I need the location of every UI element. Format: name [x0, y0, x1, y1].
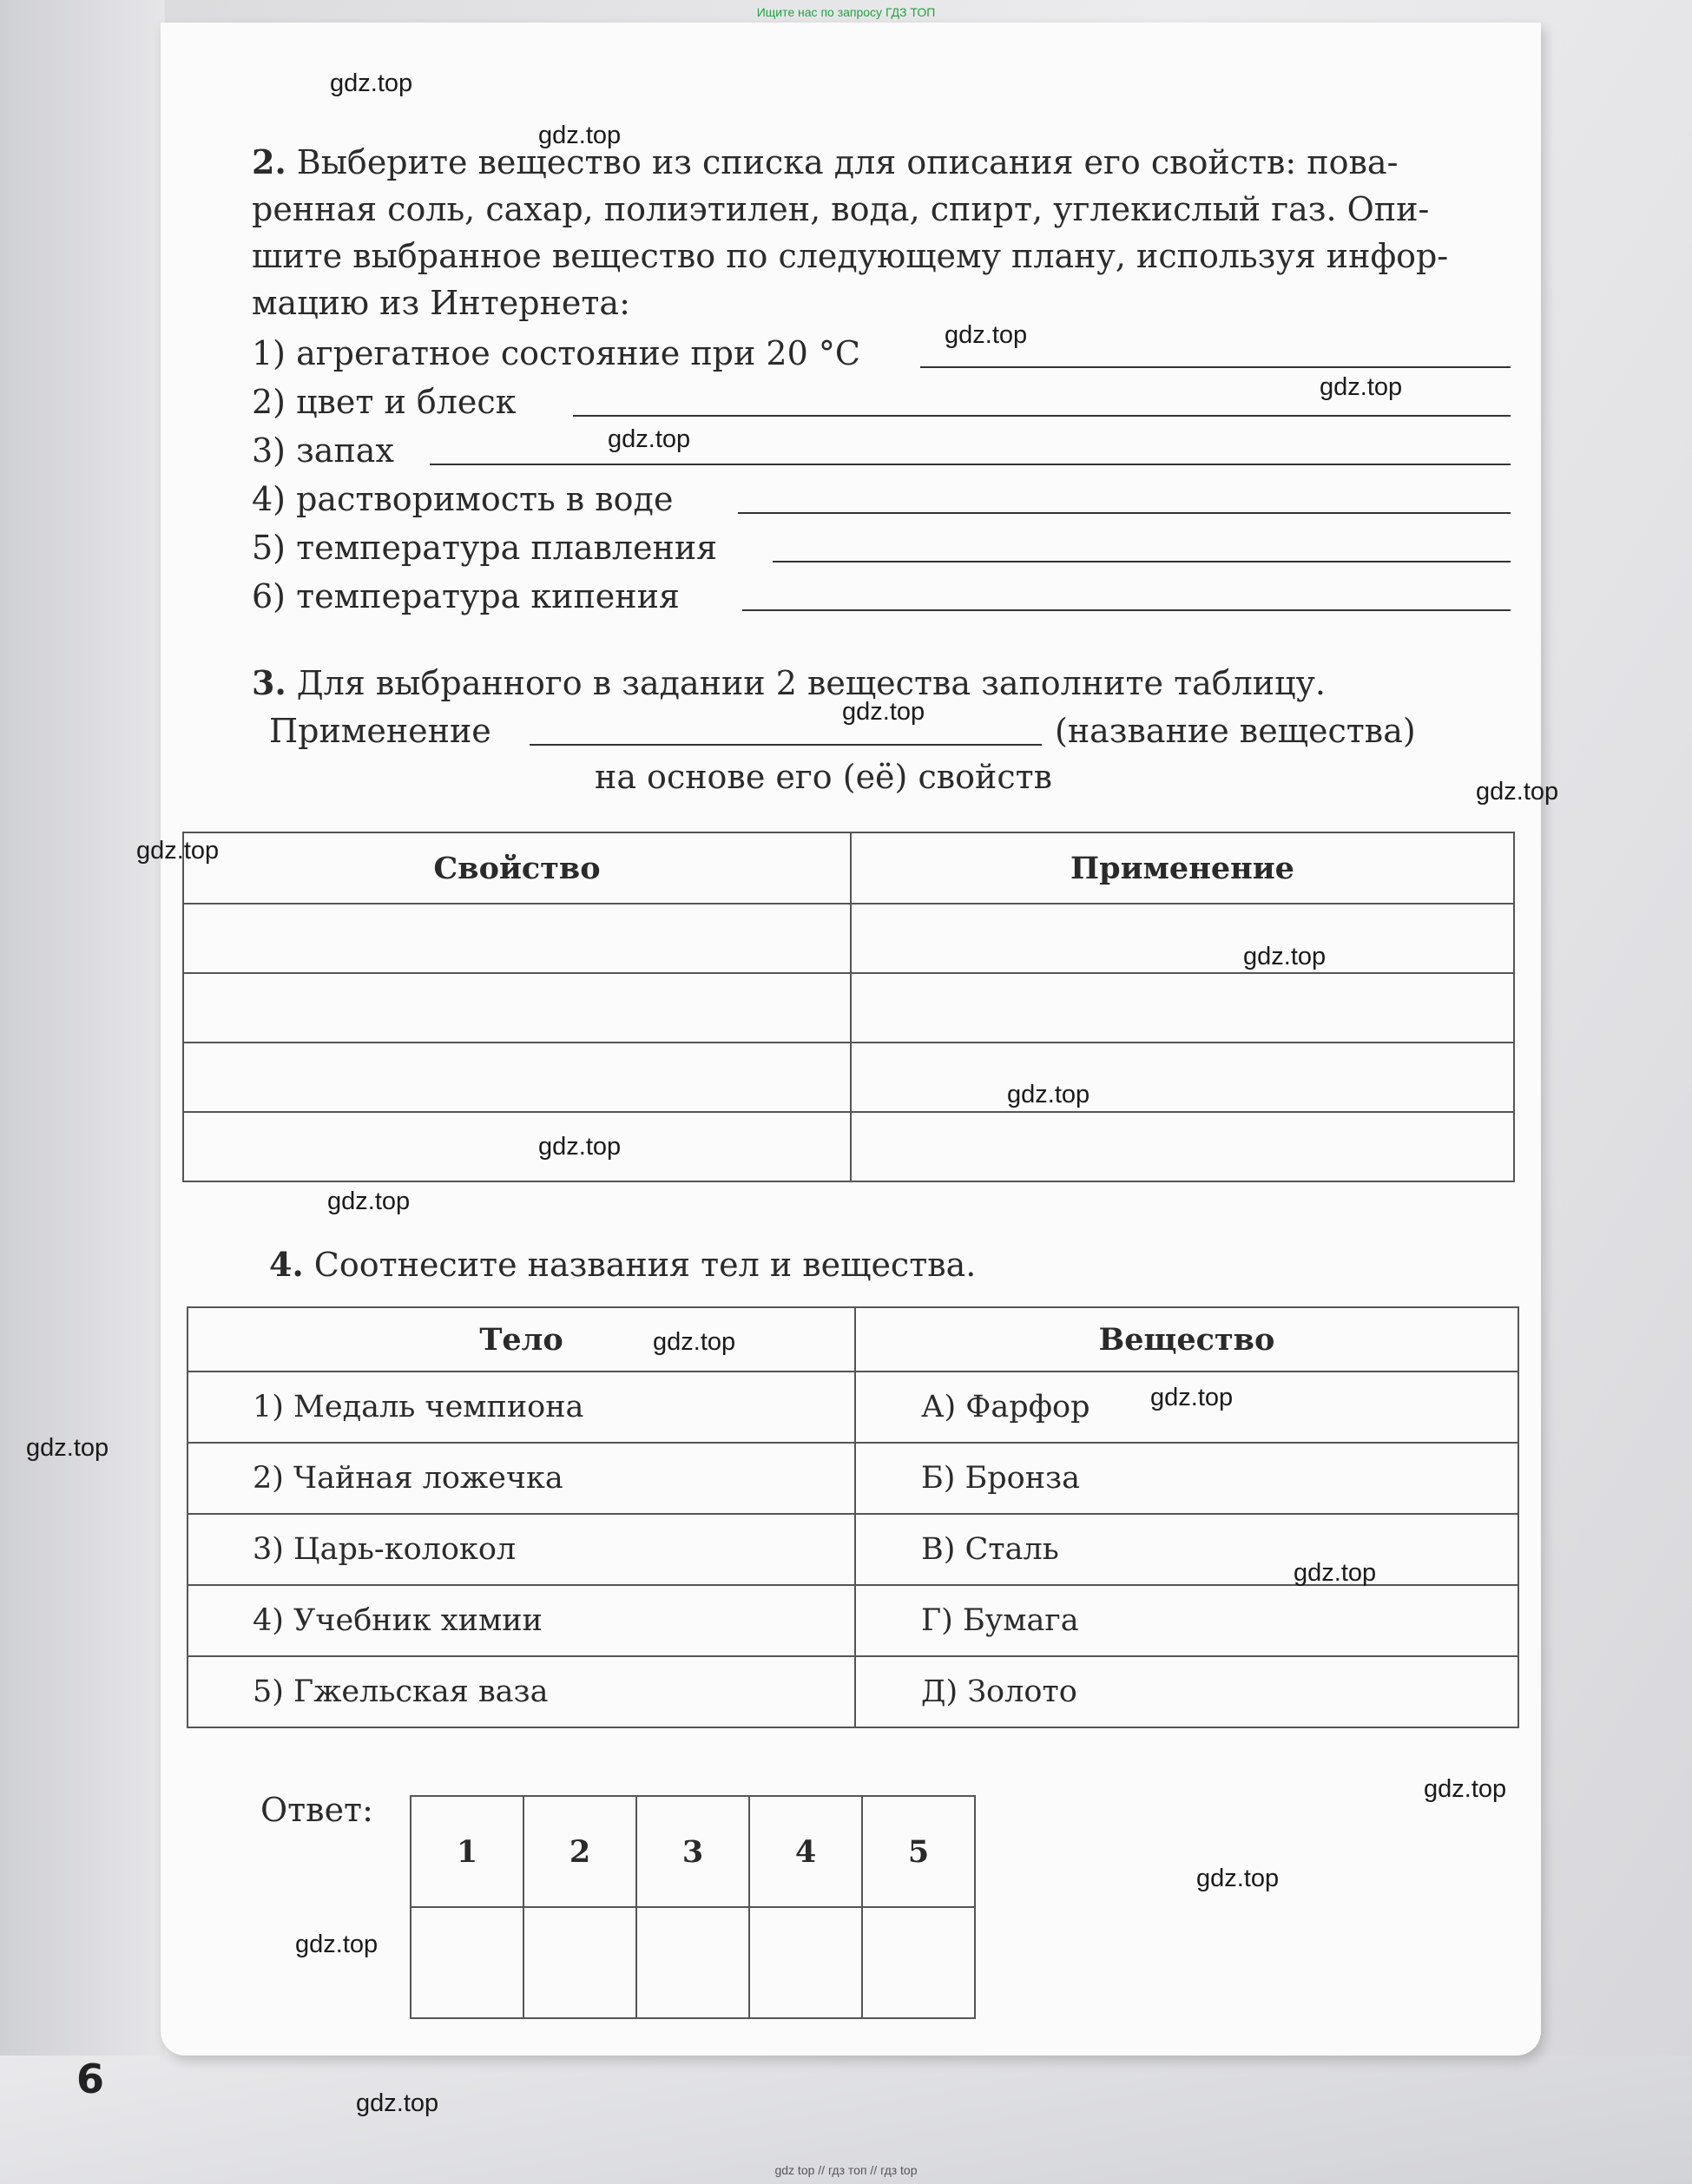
- task-2-line-2: ренная соль, сахар, полиэтилен, вода, спирт, углекислый газ. Опи-: [252, 190, 1430, 228]
- body-cell: 2) Чайная ложечка: [188, 1443, 855, 1514]
- table-cell[interactable]: [183, 1043, 851, 1112]
- table-row: [183, 973, 1514, 1043]
- table-row: [188, 1443, 1518, 1514]
- task-2: [252, 139, 1519, 326]
- task-4-text: Соотнесите названия тел и вещества.: [313, 1246, 977, 1284]
- answer-header: 2: [523, 1796, 636, 1907]
- table-header-body: Тело: [188, 1307, 855, 1372]
- task-2-item-3-label: 3) запах: [252, 431, 394, 470]
- watermark: gdz.top: [538, 1133, 622, 1161]
- watermark: gdz.top: [327, 1187, 411, 1215]
- body-cell: 5) Гжельская ваза: [188, 1656, 855, 1727]
- task-2-item-2-label: 2) цвет и блеск: [252, 383, 517, 421]
- table-row: [183, 1043, 1514, 1112]
- task-2-line-3: шите выбранное вещество по следующему плану, используя инфор-: [252, 237, 1449, 275]
- watermark: gdz.top: [538, 122, 622, 149]
- task-2-item-3: [252, 427, 1511, 474]
- task-2-item-1: [252, 330, 1511, 377]
- body-cell: 1) Медаль чемпиона: [188, 1372, 855, 1443]
- watermark: gdz.top: [842, 698, 925, 726]
- answer-line[interactable]: [573, 415, 1511, 417]
- task-2-line-4: мацию из Интернета:: [252, 284, 630, 322]
- watermark: gdz.top: [1294, 1559, 1377, 1587]
- table-cell[interactable]: [183, 973, 851, 1043]
- watermark: gdz.top: [1476, 778, 1559, 806]
- watermark: gdz.top: [1320, 373, 1403, 401]
- table-cell[interactable]: [851, 1112, 1514, 1181]
- page-number: 6: [76, 2056, 105, 2102]
- watermark: gdz.top: [26, 1434, 109, 1462]
- match-table: [187, 1306, 1519, 1728]
- table-row: [188, 1656, 1518, 1727]
- answer-cell[interactable]: [411, 1907, 523, 2018]
- bottom-banner: gdz top // гдз топ // гдз top: [774, 2163, 918, 2177]
- task-2-item-4-label: 4) растворимость в воде: [252, 480, 674, 518]
- answer-line[interactable]: [773, 561, 1511, 562]
- answer-header: 3: [636, 1796, 749, 1907]
- watermark: gdz.top: [136, 837, 220, 865]
- table-cell[interactable]: [851, 904, 1514, 973]
- watermark: gdz.top: [330, 69, 413, 97]
- watermark: gdz.top: [1150, 1384, 1234, 1411]
- table-cell[interactable]: [183, 904, 851, 973]
- task-2-item-5: [252, 524, 1511, 571]
- watermark: gdz.top: [1243, 943, 1327, 970]
- substance-cell: А) Фарфор: [855, 1372, 1518, 1443]
- task-3-application-label: Применение: [269, 712, 491, 750]
- task-2-line-1: Выберите вещество из списка для описания его свойств: пова-: [296, 143, 1399, 181]
- substance-cell: Б) Бронза: [855, 1443, 1518, 1514]
- table-header-substance: Вещество: [855, 1307, 1518, 1372]
- watermark: gdz.top: [608, 425, 691, 453]
- task-2-item-6: [252, 573, 1511, 620]
- body-cell: 3) Царь-колокол: [188, 1514, 855, 1585]
- task-4-heading: [269, 1241, 976, 1288]
- answer-cell[interactable]: [636, 1907, 749, 2018]
- substance-name-line[interactable]: [530, 744, 1042, 746]
- task-2-item-6-label: 6) температура кипения: [252, 577, 680, 615]
- answer-cell[interactable]: [862, 1907, 975, 2018]
- substance-cell: Г) Бумага: [855, 1585, 1518, 1656]
- table-row: [188, 1372, 1518, 1443]
- watermark: gdz.top: [295, 1931, 379, 1958]
- answer-header: 1: [411, 1796, 523, 1907]
- task-3-number: 3.: [252, 663, 286, 702]
- task-3-text: Для выбранного в задании 2 вещества заполните таблицу.: [296, 664, 1326, 702]
- watermark: gdz.top: [945, 321, 1028, 349]
- watermark: gdz.top: [356, 2089, 439, 2117]
- task-2-item-5-label: 5) температура плавления: [252, 529, 718, 567]
- task-3-line-3: на основе его (её) свойств: [595, 758, 1053, 796]
- substance-cell: Д) Золото: [855, 1656, 1518, 1727]
- watermark: gdz.top: [1196, 1865, 1280, 1892]
- answer-cell[interactable]: [523, 1907, 636, 2018]
- answer-table: [410, 1795, 976, 2019]
- answer-line[interactable]: [738, 512, 1511, 514]
- answer-header: 5: [862, 1796, 975, 1907]
- table-header-application: Применение: [851, 832, 1514, 904]
- table-cell[interactable]: [183, 1112, 851, 1181]
- task-2-item-4: [252, 476, 1511, 523]
- answer-label: Ответ:: [260, 1791, 373, 1829]
- task-2-item-1-label: 1) агрегатное состояние при 20 °С: [252, 334, 860, 372]
- task-2-number: 2.: [252, 142, 286, 181]
- table-cell[interactable]: [851, 973, 1514, 1043]
- table-cell[interactable]: [851, 1043, 1514, 1112]
- table-row: [188, 1585, 1518, 1656]
- watermark: gdz.top: [1007, 1081, 1090, 1108]
- watermark: gdz.top: [1424, 1775, 1507, 1803]
- table-header-property: Свойство: [183, 832, 851, 904]
- answer-line[interactable]: [742, 609, 1511, 611]
- body-cell: 4) Учебник химии: [188, 1585, 855, 1656]
- task-4-number: 4.: [269, 1245, 304, 1284]
- table-row: [183, 1112, 1514, 1181]
- task-3-substance-hint: (название вещества): [1055, 712, 1416, 750]
- answer-line[interactable]: [430, 464, 1511, 465]
- properties-table: [182, 832, 1515, 1182]
- answer-header: 4: [749, 1796, 862, 1907]
- answer-line[interactable]: [920, 366, 1511, 368]
- answer-cell[interactable]: [749, 1907, 862, 2018]
- top-banner[interactable]: Ищите нас по запросу ГДЗ ТОП: [756, 5, 936, 19]
- substance-cell: В) Сталь: [855, 1514, 1518, 1585]
- scan-left-strip: [0, 0, 165, 2184]
- watermark: gdz.top: [653, 1328, 736, 1356]
